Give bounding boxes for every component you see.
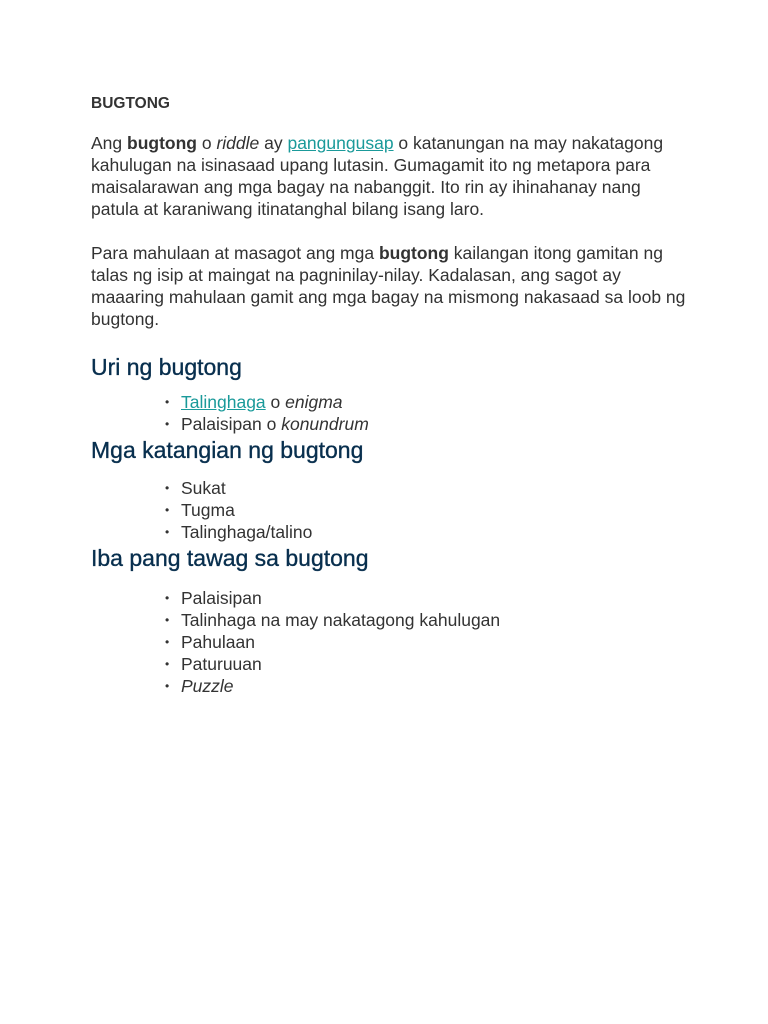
pangungusap-link[interactable]: pangungusap (287, 133, 394, 153)
list-item (165, 631, 691, 653)
bullet-icon: • (165, 657, 170, 671)
heading-mga-katangian: Mga katangian ng bugtong (91, 437, 364, 463)
para2-bold-term: bugtong (378, 243, 449, 263)
list-item (165, 413, 691, 435)
list-item-italic: Puzzle (181, 676, 234, 696)
bullet-icon: • (165, 503, 170, 517)
document-body (91, 94, 691, 697)
list-item-italic: enigma (285, 392, 343, 412)
list-item (165, 609, 691, 631)
list-item-text: Paturuuan (181, 654, 262, 674)
intro-text-2: o (196, 133, 217, 153)
second-paragraph (91, 242, 691, 330)
document-title: BUGTONG (91, 95, 170, 112)
list-item (165, 391, 691, 413)
list-item-text: o (265, 392, 286, 412)
list-item-italic: konundrum (281, 414, 369, 434)
bullet-icon: • (165, 679, 170, 693)
intro-text-3: ay (259, 133, 288, 153)
talinghaga-link[interactable]: Talinghaga (181, 392, 266, 412)
bullet-icon: • (165, 635, 170, 649)
uri-list (91, 391, 691, 435)
list-item-text: Talinhaga na may nakatagong kahulugan (181, 610, 501, 630)
heading-uri-ng-bugtong: Uri ng bugtong (91, 354, 242, 380)
iba-list (91, 587, 691, 697)
intro-text-1: Ang (91, 133, 127, 153)
katangian-list (91, 477, 691, 543)
heading-iba-pang-tawag: Iba pang tawag sa bugtong (91, 545, 369, 571)
list-item-text: Sukat (181, 478, 226, 498)
bullet-icon: • (165, 525, 170, 539)
list-item-text: Palaisipan o (181, 414, 282, 434)
intro-italic-term: riddle (216, 133, 260, 153)
list-item-text: Palaisipan (181, 588, 262, 608)
list-item-text: Tugma (181, 500, 235, 520)
list-item-text: Pahulaan (181, 632, 255, 652)
list-item (165, 499, 691, 521)
intro-bold-term: bugtong (127, 133, 197, 153)
list-item (165, 587, 691, 609)
list-item (165, 653, 691, 675)
bullet-icon: • (165, 481, 170, 495)
para2-text-1: Para mahulaan at masagot ang mga (91, 243, 379, 263)
bullet-icon: • (165, 395, 170, 409)
list-item (165, 477, 691, 499)
list-item (165, 675, 691, 697)
list-item-text: Talinghaga/talino (181, 522, 313, 542)
list-item (165, 521, 691, 543)
para2-text-2: kailangan itong gamitan ng talas ng isip at maingat na pagninilay-nilay. Kadalasan, ang sagot ay maaaring mahulaan gamit ang mga bagay na mismong nakasaad sa loob ng bugtong. (91, 243, 686, 329)
bullet-icon: • (165, 613, 170, 627)
intro-paragraph (91, 132, 691, 220)
bullet-icon: • (165, 417, 170, 431)
intro-text-4: o katanungan na may nakatagong kahulugan na isinasaad upang lutasin. Gumagamit ito ng metapora para maisalarawan ang mga bagay na nabanggit. Ito rin ay ihinahanay nang patula at karaniwang itinatanghal bilang isang laro. (91, 133, 664, 219)
bullet-icon: • (165, 591, 170, 605)
